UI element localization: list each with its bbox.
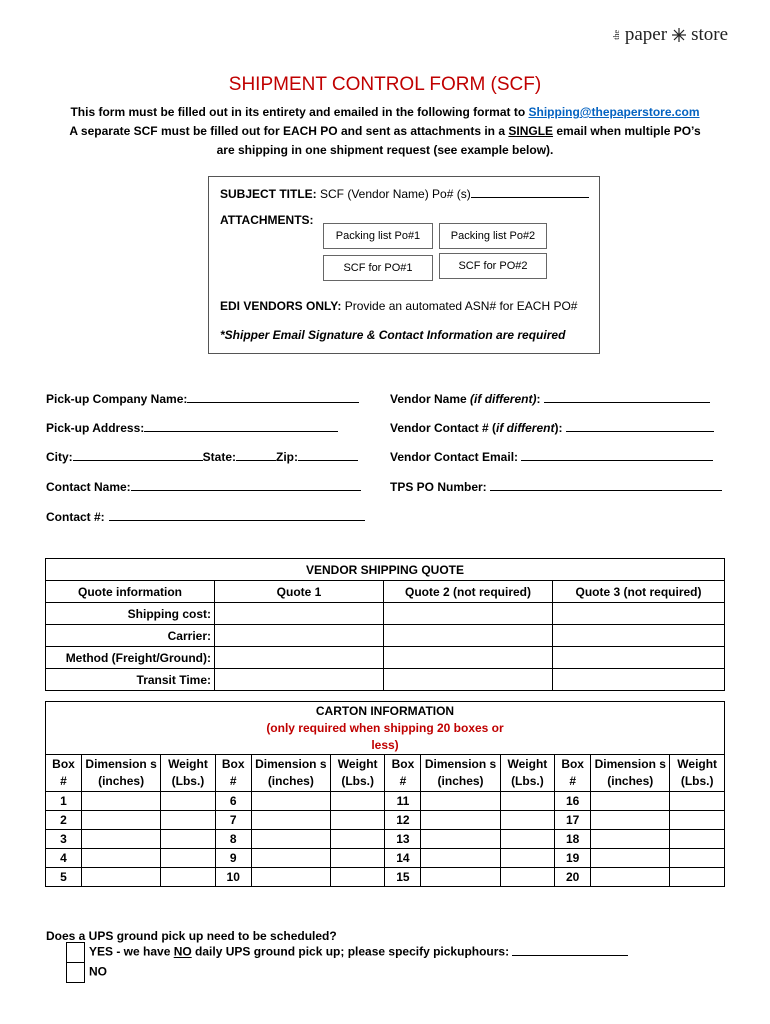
vendor-email-input[interactable]	[521, 448, 713, 461]
edi-text: Provide an automated ASN# for EACH PO#	[341, 299, 578, 313]
page-title: SHIPMENT CONTROL FORM (SCF)	[228, 74, 542, 95]
dimension-cell[interactable]	[82, 811, 161, 830]
city-label: City:	[46, 450, 73, 464]
table-row	[46, 811, 725, 830]
ups-no-text: NO	[89, 964, 107, 979]
dimension-col-header: Dimension s (inches)	[82, 755, 161, 792]
contact-name-label: Contact Name:	[46, 480, 131, 494]
quote-cell[interactable]	[553, 669, 725, 691]
weight-cell[interactable]	[670, 792, 725, 811]
logo-word-store: store	[691, 24, 728, 45]
ups-yes-text-a: YES - we have	[89, 944, 174, 959]
ups-yes-checkbox[interactable]	[66, 942, 85, 963]
ups-yes-option	[66, 942, 628, 963]
box-number: 17	[555, 811, 591, 830]
tps-po-label: TPS PO Number:	[390, 480, 487, 494]
dimension-cell[interactable]	[591, 868, 670, 887]
edi-label: EDI VENDORS ONLY:	[220, 299, 342, 313]
vendor-contact-input[interactable]	[566, 419, 714, 432]
box-number: 7	[215, 811, 251, 830]
weight-cell[interactable]	[670, 849, 725, 868]
pickup-address-label: Pick-up Address:	[46, 421, 145, 435]
box-number: 15	[385, 868, 421, 887]
city-input[interactable]	[73, 448, 203, 461]
carton-table-header	[46, 702, 725, 755]
weight-cell[interactable]	[330, 792, 385, 811]
weight-cell[interactable]	[330, 811, 385, 830]
intro-single: SINGLE	[508, 124, 554, 138]
vendor-contact-note: if different	[496, 421, 555, 435]
dimension-cell[interactable]	[82, 792, 161, 811]
quote-row-label: Shipping cost:	[46, 603, 215, 625]
box-number: 12	[385, 811, 421, 830]
dimension-cell[interactable]	[421, 811, 500, 830]
box-number: 11	[385, 792, 421, 811]
vendor-name-note: (if different)	[470, 392, 537, 406]
box-number: 10	[215, 868, 251, 887]
subject-blank	[471, 185, 589, 198]
quote-cell[interactable]	[215, 603, 384, 625]
quote-cell[interactable]	[384, 603, 553, 625]
subject-line	[220, 185, 589, 201]
dimension-cell[interactable]	[591, 849, 670, 868]
subject-text: SCF (Vendor Name) Po# (s)	[316, 187, 471, 201]
table-row	[46, 849, 725, 868]
quote-header-2: Quote 2 (not required)	[384, 581, 553, 603]
vendor-email-label: Vendor Contact Email:	[390, 450, 519, 464]
box-number: 19	[555, 849, 591, 868]
dimension-col-header: Dimension s (inches)	[591, 755, 670, 792]
pickup-company-field	[46, 390, 359, 406]
quote-cell[interactable]	[384, 647, 553, 669]
ups-yes-text-b: daily UPS ground pick up; please specify pickuphours:	[191, 944, 513, 959]
box-number: 6	[215, 792, 251, 811]
dimension-col-header: Dimension s (inches)	[421, 755, 500, 792]
quote-cell[interactable]	[553, 647, 725, 669]
pickup-company-input[interactable]	[187, 390, 359, 403]
table-row	[46, 647, 725, 669]
box-col-header: Box #	[385, 755, 421, 792]
contact-number-field	[46, 508, 365, 524]
weight-cell[interactable]	[670, 868, 725, 887]
dimension-col-header: Dimension s (inches)	[251, 755, 330, 792]
weight-col-header: Weight (Lbs.)	[161, 755, 216, 792]
dimension-cell[interactable]	[82, 849, 161, 868]
weight-cell[interactable]	[330, 830, 385, 849]
weight-cell[interactable]	[161, 849, 216, 868]
quote-cell[interactable]	[384, 625, 553, 647]
weight-cell[interactable]	[670, 830, 725, 849]
state-input[interactable]	[236, 448, 276, 461]
dimension-cell[interactable]	[421, 792, 500, 811]
intro-line3: are shipping in one shipment request (see example below).	[216, 143, 554, 157]
quote-table-title: VENDOR SHIPPING QUOTE	[46, 559, 725, 581]
quote-header-1: Quote 1	[215, 581, 384, 603]
vendor-contact-label: Vendor Contact # (	[390, 421, 497, 435]
attachments-label: ATTACHMENTS:	[220, 213, 314, 227]
box-col-header: Box #	[215, 755, 251, 792]
dimension-cell[interactable]	[421, 849, 500, 868]
edi-line	[220, 299, 577, 313]
weight-cell[interactable]	[330, 849, 385, 868]
state-label: State:	[202, 450, 237, 464]
weight-cell[interactable]	[161, 811, 216, 830]
tps-po-field	[390, 478, 722, 494]
quote-cell[interactable]	[553, 603, 725, 625]
pickup-company-label: Pick-up Company Name:	[46, 392, 188, 406]
box-number: 5	[46, 868, 82, 887]
quote-row-label: Carrier:	[46, 625, 215, 647]
quote-cell[interactable]	[215, 625, 384, 647]
intro-line1: This form must be filled out in its entirety and emailed in the following format to	[70, 105, 529, 119]
weight-cell[interactable]	[161, 792, 216, 811]
box-number: 14	[385, 849, 421, 868]
vendor-name-label: Vendor Name	[390, 392, 471, 406]
carton-table-title: CARTON INFORMATION	[315, 703, 455, 718]
weight-cell[interactable]	[161, 868, 216, 887]
box-number: 16	[555, 792, 591, 811]
quote-cell[interactable]	[215, 647, 384, 669]
weight-col-header: Weight (Lbs.)	[330, 755, 385, 792]
weight-cell[interactable]	[670, 811, 725, 830]
contact-name-field	[46, 478, 361, 494]
box-number: 1	[46, 792, 82, 811]
zip-label: Zip:	[276, 450, 299, 464]
weight-cell[interactable]	[500, 849, 555, 868]
table-row	[46, 603, 725, 625]
quote-cell[interactable]	[215, 669, 384, 691]
contact-number-input[interactable]	[109, 508, 365, 521]
pickup-hours-input[interactable]	[512, 943, 628, 956]
quote-row-label: Transit Time:	[46, 669, 215, 691]
dimension-cell[interactable]	[82, 830, 161, 849]
shipping-email-link[interactable]: Shipping@thepaperstore.com	[528, 105, 700, 119]
pickup-address-input[interactable]	[144, 419, 338, 432]
subject-label: SUBJECT TITLE:	[220, 187, 317, 201]
attachment-packing-po1: Packing list Po#1	[323, 223, 433, 249]
weight-col-header: Weight (Lbs.)	[670, 755, 725, 792]
box-number: 18	[555, 830, 591, 849]
box-number: 8	[215, 830, 251, 849]
dimension-cell[interactable]	[251, 811, 330, 830]
box-number: 3	[46, 830, 82, 849]
weight-cell[interactable]	[330, 868, 385, 887]
dimension-cell[interactable]	[591, 830, 670, 849]
table-row	[46, 625, 725, 647]
ups-no-checkbox[interactable]	[66, 962, 85, 983]
flower-icon	[671, 27, 687, 43]
quote-header-info: Quote information	[46, 581, 215, 603]
attachment-scf-po2: SCF for PO#2	[439, 253, 547, 279]
dimension-cell[interactable]	[251, 830, 330, 849]
carton-table-subtitle: (only required when shipping 20 boxes or less)	[266, 720, 504, 752]
ups-question: Does a UPS ground pick up need to be scheduled?	[46, 929, 337, 943]
pickup-address-field	[46, 419, 338, 435]
quote-row-label: Method (Freight/Ground):	[46, 647, 215, 669]
tps-po-input[interactable]	[490, 478, 722, 491]
attachment-packing-po2: Packing list Po#2	[439, 223, 547, 249]
logo-the: the	[611, 30, 621, 40]
dimension-cell[interactable]	[421, 868, 500, 887]
table-row	[46, 792, 725, 811]
intro-line2b: email when multiple PO’s	[553, 124, 701, 138]
city-state-zip-field	[46, 448, 358, 464]
dimension-cell[interactable]	[591, 811, 670, 830]
dimension-cell[interactable]	[251, 868, 330, 887]
contact-number-label: Contact #:	[46, 510, 105, 524]
dimension-cell[interactable]	[82, 868, 161, 887]
attachment-scf-po1: SCF for PO#1	[323, 255, 433, 281]
ups-no-option	[66, 962, 107, 983]
signature-note: *Shipper Email Signature & Contact Information are required	[220, 328, 566, 342]
vendor-name-field: Vendor Name (if different):	[390, 390, 710, 406]
company-logo	[613, 24, 728, 46]
vendor-email-field	[390, 448, 713, 464]
zip-input[interactable]	[298, 448, 358, 461]
ups-yes-no-emphasis: NO	[173, 944, 192, 959]
weight-cell[interactable]	[500, 830, 555, 849]
dimension-cell[interactable]	[251, 792, 330, 811]
dimension-cell[interactable]	[251, 849, 330, 868]
email-example-box	[208, 176, 600, 354]
weight-cell[interactable]	[500, 868, 555, 887]
weight-col-header: Weight (Lbs.)	[500, 755, 555, 792]
quote-cell[interactable]	[384, 669, 553, 691]
box-number: 4	[46, 849, 82, 868]
contact-name-input[interactable]	[131, 478, 361, 491]
intro-line2a: A separate SCF must be filled out for EACH PO and sent as attachments in a	[69, 124, 509, 138]
logo-word-paper: paper	[624, 24, 668, 45]
weight-cell[interactable]	[500, 811, 555, 830]
vendor-shipping-quote-table	[45, 558, 725, 691]
table-row	[46, 669, 725, 691]
intro-text	[40, 103, 730, 160]
box-number: 20	[555, 868, 591, 887]
quote-cell[interactable]	[553, 625, 725, 647]
box-number: 9	[215, 849, 251, 868]
table-row	[46, 868, 725, 887]
box-col-header: Box #	[555, 755, 591, 792]
table-row	[46, 830, 725, 849]
box-number: 13	[385, 830, 421, 849]
vendor-name-input[interactable]	[544, 390, 710, 403]
carton-information-table	[45, 701, 725, 887]
box-col-header: Box #	[46, 755, 82, 792]
dimension-cell[interactable]	[421, 830, 500, 849]
quote-header-3: Quote 3 (not required)	[553, 581, 725, 603]
box-number: 2	[46, 811, 82, 830]
weight-cell[interactable]	[500, 792, 555, 811]
dimension-cell[interactable]	[591, 792, 670, 811]
weight-cell[interactable]	[161, 830, 216, 849]
vendor-contact-field: Vendor Contact # (if different):	[390, 419, 714, 435]
